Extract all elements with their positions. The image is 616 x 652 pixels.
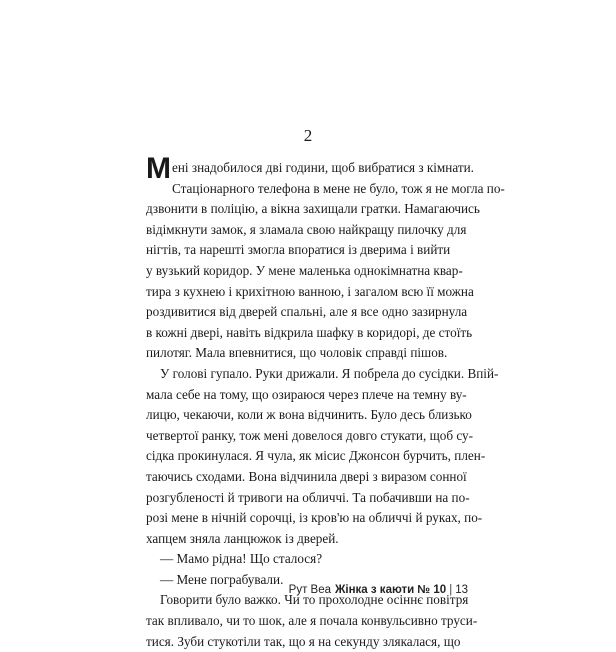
text-line: дзвонити в поліцію, а вікна захищали гратки. Намагаючись <box>146 201 480 217</box>
running-footer <box>289 583 468 597</box>
text-line: ені знадобилося дві години, щоб вибратися з кімнати. <box>172 160 474 175</box>
text-line: в кожні двері, навіть відкрила шафку в коридорі, де стоїть <box>146 324 473 340</box>
text-line: розі мене в нічній сорочці, із кров'ю на обличчі й руках, по- <box>146 510 483 526</box>
text-line: Говорити було важко. Чи то прохолодне осіннє повітря <box>160 592 469 608</box>
text-line: лицю, чекаючи, коли ж вона відчинить. Було десь близько <box>146 407 472 423</box>
text-line: нігтів, та нарешті змогла впоратися із дверима і вийти <box>146 242 451 258</box>
text-line: у вузький коридор. У мене маленька однокімнатна квар- <box>146 262 463 278</box>
text-line: Стаціонарного телефона в мене не було, тож я не могла по- <box>172 180 505 196</box>
text-line: сідка прокинулася. Я чула, як місис Джонсон бурчить, плен- <box>146 448 486 464</box>
text-line: тира з кухнею і крихітною ванною, і загалом всю її можна <box>146 283 474 299</box>
text-line: розгубленості й тривоги на обличчі. Та побачивши на по- <box>146 489 470 505</box>
text-line: таючись сходами. Вона відчинила двері з виразом сонної <box>146 468 467 484</box>
text-line: У голові гупало. Руки дрижали. Я побрела до сусідки. Впій- <box>160 365 499 381</box>
text-line: відімкнути замок, я зламала свою найкращу пилочку для <box>146 221 467 237</box>
text-line: так впливало, чи то шок, але я почала конвульсивно труси- <box>146 613 478 629</box>
page-number: 13 <box>455 584 468 596</box>
text-line: пилотяг. Мала впевнитися, що чоловік справді пішов. <box>146 345 448 361</box>
footer-separator: | <box>449 584 453 596</box>
text-line: тися. Зуби стукотіли так, що я на секунду злякалася, що <box>146 633 461 649</box>
text-line: хапцем зняла ланцюжок із дверей. <box>146 530 339 546</box>
footer-author: Рут Веа <box>288 584 332 596</box>
footer-book-title: Жінка з каюти № 10 <box>335 584 447 596</box>
body-text <box>146 152 505 652</box>
drop-cap-letter: М <box>146 152 171 185</box>
dialogue-line: — Мене пограбували. <box>160 571 284 587</box>
dialogue-line: — Мамо рідна! Що сталося? <box>160 551 323 567</box>
text-line: роздивитися від дверей спальні, але я все одно зазирнула <box>146 304 468 320</box>
text-line: четвертої ранку, тож мені довелося довго стукати, щоб су- <box>146 427 473 443</box>
chapter-number: 2 <box>303 126 313 145</box>
text-line: мала себе на тому, що озираюся через плече на темну ву- <box>146 386 467 402</box>
